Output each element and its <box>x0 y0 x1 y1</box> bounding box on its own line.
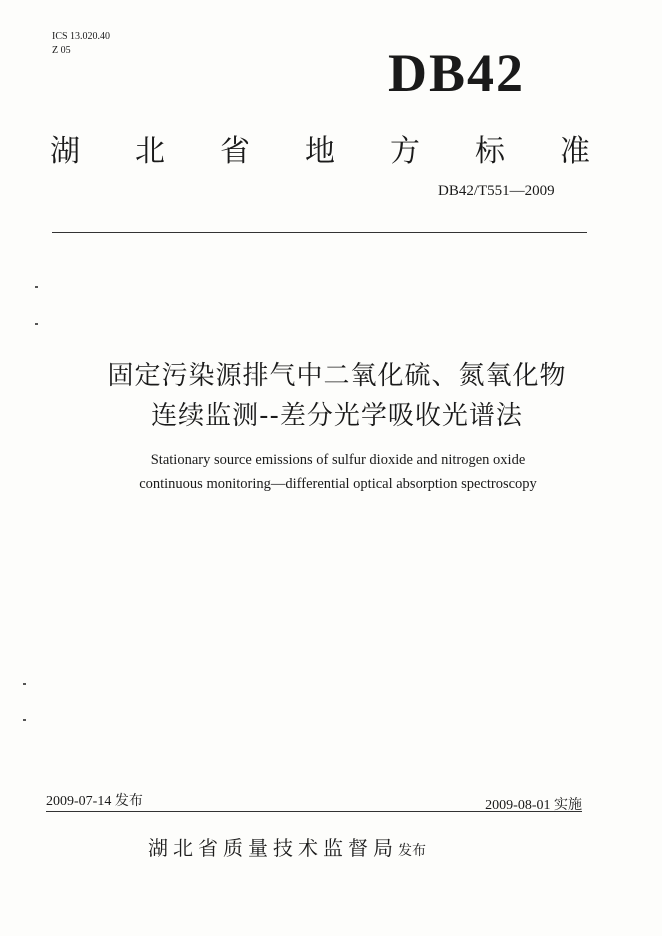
footer-divider <box>46 811 582 812</box>
scan-speck <box>23 683 26 685</box>
title-en-line1: Stationary source emissions of sulfur dioxide and nitrogen oxide <box>150 452 526 468</box>
standard-type-char: 地 <box>305 134 335 169</box>
standard-type-char: 标 <box>475 134 505 169</box>
standard-type <box>50 126 590 170</box>
standard-type-char: 湖 <box>50 134 80 169</box>
header-divider <box>52 232 587 233</box>
standard-code: DB42 <box>388 43 526 103</box>
scan-speck <box>35 286 38 288</box>
ics-code: ICS 13.020.40 <box>52 31 111 42</box>
title-zh-line1: 固定污染源排气中二氧化硫、氮氧化物 <box>107 361 567 391</box>
classification-codes <box>52 30 110 58</box>
standard-number: DB42/T551—2009 <box>438 183 555 199</box>
standard-type-char: 北 <box>135 134 165 169</box>
implementation-date: 2009-08-01 实施 <box>485 798 582 813</box>
scan-speck <box>23 719 26 721</box>
title-en-line2: continuous monitoring—differential optical absorption spectroscopy <box>139 476 537 492</box>
standard-type-char: 方 <box>390 134 420 169</box>
issue-date: 2009-07-14 发布 <box>46 794 143 809</box>
issuer-suffix: 发布 <box>398 843 426 859</box>
title-zh-line2: 连续监测--差分光学吸收光谱法 <box>151 401 523 431</box>
issuer <box>148 832 426 861</box>
issuer-name: 湖北省质量技术监督局 <box>148 836 398 860</box>
ccs-code: Z 05 <box>52 45 71 56</box>
scan-speck <box>35 323 38 325</box>
standard-type-char: 准 <box>560 134 590 169</box>
date-row <box>46 790 582 813</box>
standard-type-char: 省 <box>220 134 250 169</box>
